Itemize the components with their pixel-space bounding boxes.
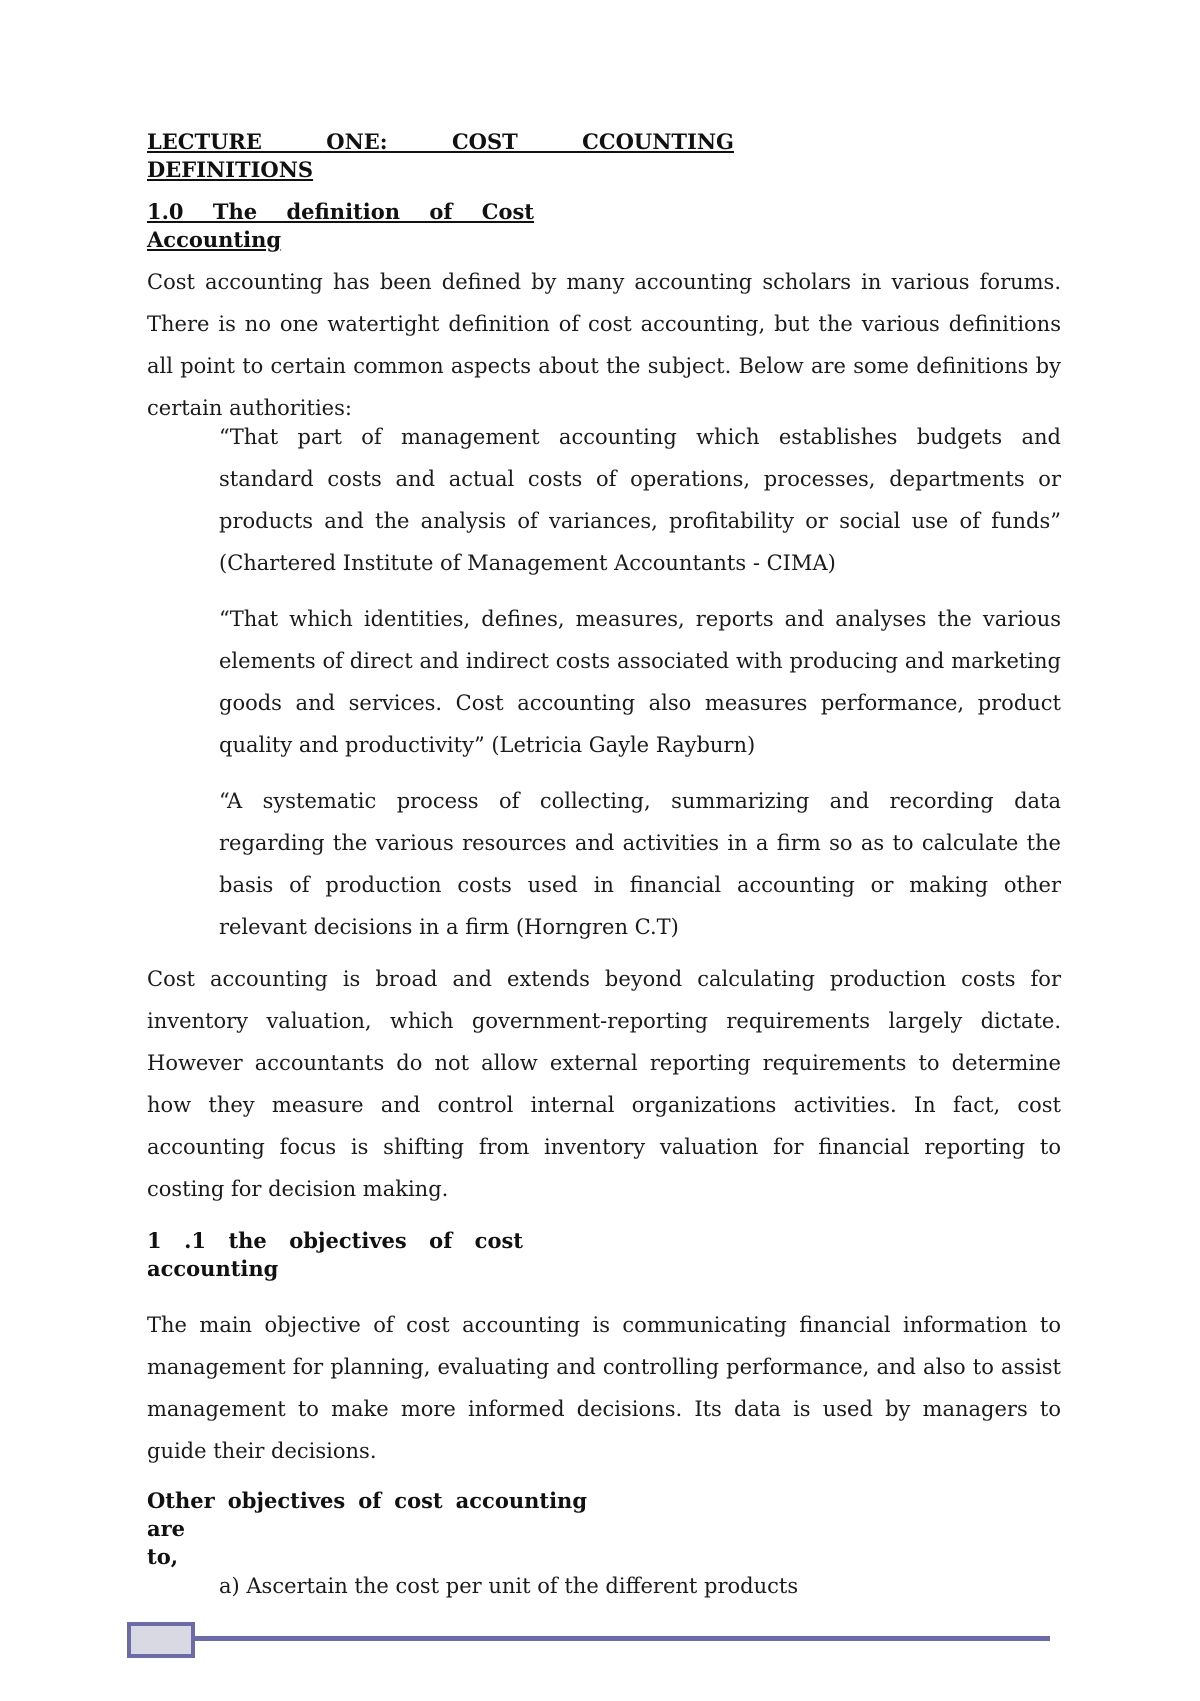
quote-rayburn: “That which identities, defines, measures, reports and analyses the various elements of direct and indirect costs associated with producing and marketing goods and services. Cost accounting also measures performance, product quality and productivity” (Letricia Gayle Rayburn) [219, 607, 1061, 757]
quote-horngren: “A systematic process of collecting, summarizing and recording data regarding the various resources and activities in a firm so as to calculate the basis of production costs used in financial accounting or making other relevant decisions in a firm (Horngren C.T) [219, 789, 1061, 939]
section-heading-definition [147, 198, 534, 254]
scope-paragraph: Cost accounting is broad and extends beyond calculating production costs for inventory valuation, which government-reporting requirements largely dictate. However accountants do not allow external reporting requirements to determine how they measure and control internal organizations activities. In fact, cost accounting focus is shifting from inventory valuation for financial reporting to costing for decision making. [147, 967, 1061, 1201]
section-heading-definition-line1: 1.0 The definition of Cost [147, 199, 534, 224]
lecture-title-line1: LECTURE ONE: COST CCOUNTING [147, 129, 734, 154]
page-number-box [127, 1622, 195, 1658]
section-heading-objectives-line2: accounting [147, 1256, 279, 1281]
section-heading-objectives-line1: 1 .1 the objectives of cost [147, 1228, 523, 1253]
lecture-title-line2: DEFINITIONS [147, 157, 314, 182]
other-objectives-heading [147, 1487, 587, 1571]
quote-cima: “That part of management accounting which establishes budgets and standard costs and actual costs of operations, processes, departments or products and the analysis of variances, profitability or social use of funds” (Chartered Institute of Management Accountants - CIMA) [219, 425, 1061, 575]
other-objectives-heading-line2: to, [147, 1544, 179, 1569]
lecture-title [147, 128, 734, 184]
list-item: a) Ascertain the cost per unit of the different products [219, 1574, 799, 1598]
section-heading-definition-line2: Accounting [147, 227, 282, 252]
other-objectives-heading-line1: Other objectives of cost accounting are [147, 1488, 587, 1541]
section-heading-objectives [147, 1227, 523, 1283]
intro-paragraph: Cost accounting has been defined by many accounting scholars in various forums. There is no one watertight definition of cost accounting, but the various definitions all point to certain common aspects about the subject. Below are some definitions by certain authorities: [147, 270, 1061, 420]
objective-paragraph: The main objective of cost accounting is communicating financial information to management for planning, evaluating and controlling performance, and also to assist management to make more informed decisions. Its data is used by managers to guide their decisions. [147, 1313, 1061, 1463]
footer-rule [195, 1636, 1050, 1641]
